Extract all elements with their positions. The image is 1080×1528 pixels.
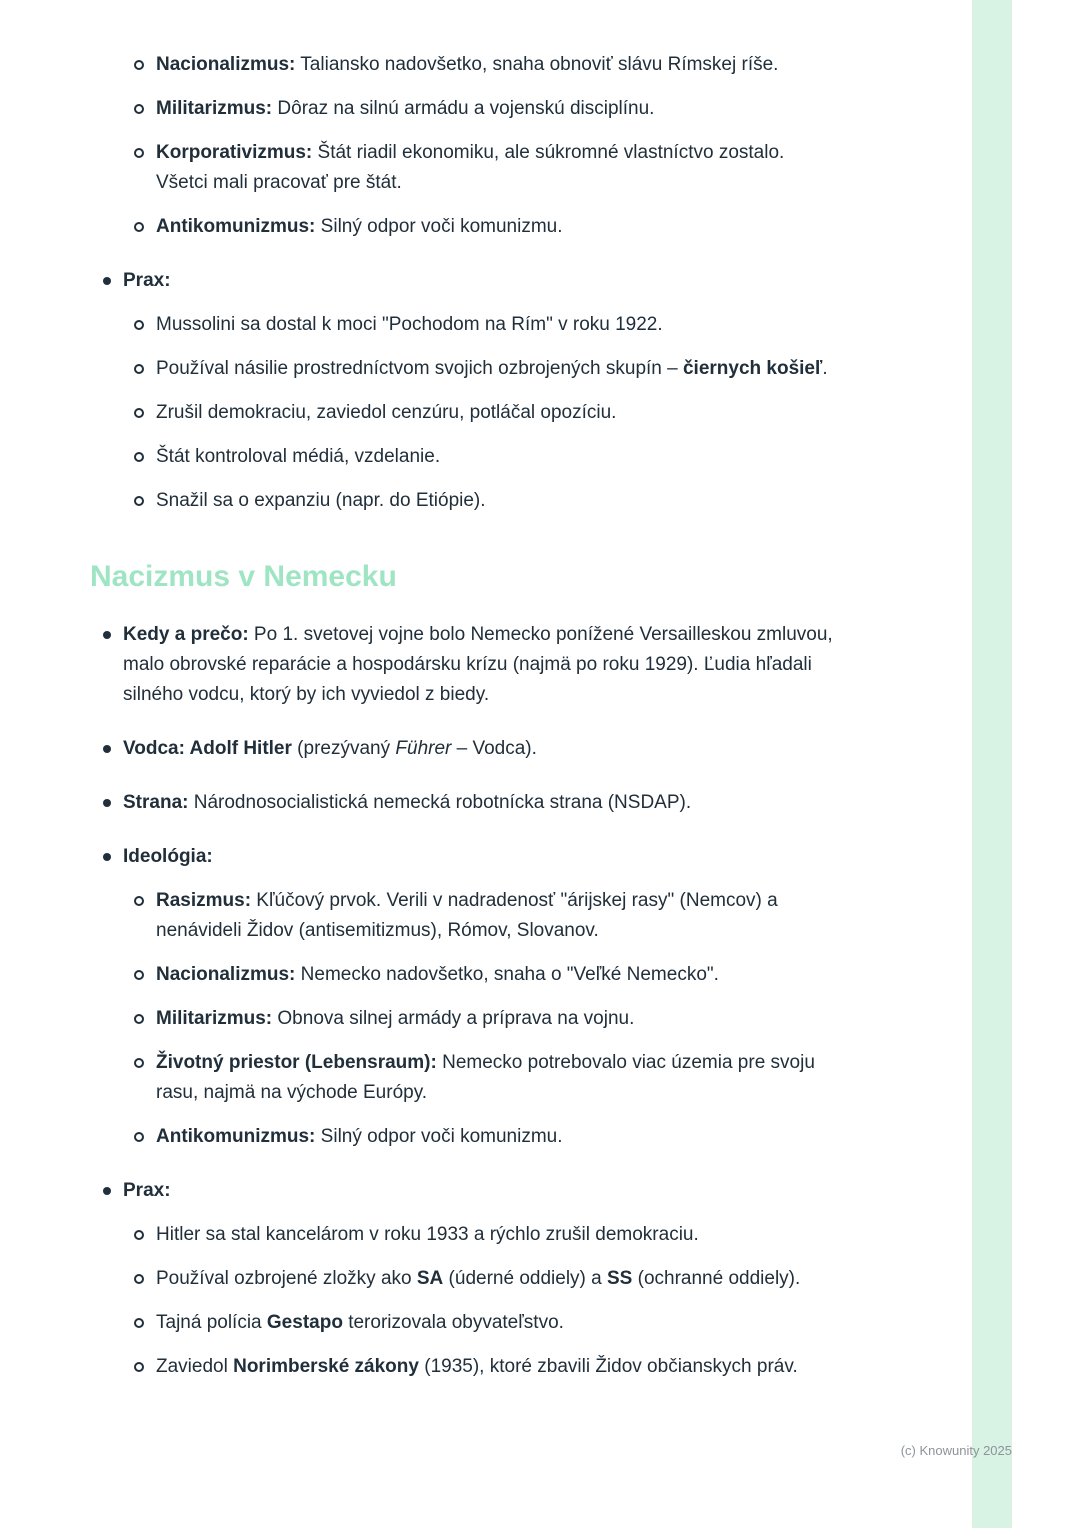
bold-text-run: Nacionalizmus: bbox=[156, 964, 296, 985]
text-run: – Vodca). bbox=[451, 738, 537, 759]
bold-text-run: Prax: bbox=[123, 270, 171, 291]
bullet-circle-icon bbox=[134, 452, 144, 462]
list-item-text bbox=[156, 402, 616, 423]
bold-text-run: Nacionalizmus: bbox=[156, 54, 296, 75]
text-run: Mussolini sa dostal k moci "Pochodom na Rím" v roku 1922. bbox=[156, 314, 663, 335]
bullet-circle-icon bbox=[134, 970, 144, 980]
bullet-circle-icon bbox=[134, 222, 144, 232]
text-run: Obnova silnej armády a príprava na vojnu. bbox=[272, 1008, 635, 1029]
list-item-text bbox=[123, 1180, 171, 1201]
text-run: terorizovala obyvateľstvo. bbox=[342, 1312, 564, 1333]
italic-text-run: Führer bbox=[395, 738, 452, 759]
text-run: Štát riadil ekonomiku, ale súkromné vlastníctvo zostalo. Všetci mali pracovať pre štát. bbox=[156, 142, 785, 193]
text-run: (1935), ktoré zbavili Židov občianskych práv. bbox=[418, 1356, 798, 1377]
list-item-level1 bbox=[90, 620, 838, 710]
text-run: Používal ozbrojené zložky ako bbox=[156, 1268, 417, 1289]
bold-text-run: Korporativizmus: bbox=[156, 142, 313, 163]
text-run: Nemecko nadovšetko, snaha o "Veľké Nemecko". bbox=[295, 964, 719, 985]
bullet-circle-icon bbox=[134, 1014, 144, 1024]
list-item-text bbox=[156, 142, 784, 193]
list-item-text bbox=[123, 846, 213, 867]
bullet-circle-icon bbox=[134, 364, 144, 374]
bullet-circle-icon bbox=[134, 1362, 144, 1372]
text-run: Štát kontroloval médiá, vzdelanie. bbox=[156, 446, 441, 467]
list-item-level2 bbox=[90, 398, 838, 428]
bullet-circle-icon bbox=[134, 1274, 144, 1284]
bullet-circle-icon bbox=[134, 148, 144, 158]
list-item-level2 bbox=[90, 94, 838, 124]
text-run: Hitler sa stal kancelárom v roku 1933 a rýchlo zrušil demokraciu. bbox=[156, 1224, 699, 1245]
list-item-text bbox=[156, 1268, 800, 1289]
text-run: Snažil sa o expanziu (napr. do Etiópie). bbox=[156, 490, 486, 511]
list-item-level1 bbox=[90, 734, 838, 764]
list-item-level2 bbox=[90, 1048, 838, 1108]
list-item-text bbox=[156, 1052, 815, 1103]
bullet-dot-icon bbox=[103, 277, 111, 285]
text-run: Nacizmus v Nemecku bbox=[90, 560, 397, 593]
right-accent-stripe bbox=[972, 0, 1012, 1528]
bold-text-run: Rasizmus: bbox=[156, 890, 252, 911]
bold-text-run: SS bbox=[607, 1268, 633, 1289]
text-run: Kľúčový prvok. Verili v nadradenosť "árijskej rasy" (Nemcov) a nenávideli Židov (antisemitizmus), Rómov, Slovanov. bbox=[156, 890, 778, 941]
bullet-circle-icon bbox=[134, 104, 144, 114]
list-item-level2 bbox=[90, 886, 838, 946]
text-run: (úderné oddiely) a bbox=[443, 1268, 607, 1289]
list-item-text bbox=[156, 358, 828, 379]
list-item-level1 bbox=[90, 788, 838, 818]
bullet-dot-icon bbox=[103, 799, 111, 807]
copyright-footer: (c) Knowunity 2025 bbox=[900, 1443, 1012, 1458]
list-item-level1 bbox=[90, 266, 838, 296]
list-item-text bbox=[156, 964, 719, 985]
text-run: Národnosocialistická nemecká robotnícka strana (NSDAP). bbox=[188, 792, 692, 813]
bold-text-run: Životný priestor (Lebensraum): bbox=[156, 1052, 437, 1073]
text-run: Taliansko nadovšetko, snaha obnoviť slávu Rímskej ríše. bbox=[295, 54, 779, 75]
list-item-text bbox=[156, 1008, 634, 1029]
bold-text-run: SA bbox=[416, 1268, 444, 1289]
list-item-text bbox=[123, 270, 171, 291]
list-item-level1 bbox=[90, 842, 838, 872]
list-item-level1 bbox=[90, 1176, 838, 1206]
text-run: Dôraz na silnú armádu a vojenskú disciplínu. bbox=[272, 98, 655, 119]
list-item-text bbox=[156, 446, 440, 467]
list-item-text bbox=[156, 314, 663, 335]
section-heading bbox=[90, 558, 838, 596]
bullet-dot-icon bbox=[103, 745, 111, 753]
bold-text-run: Militarizmus: bbox=[156, 98, 273, 119]
bullet-circle-icon bbox=[134, 896, 144, 906]
list-item-text bbox=[123, 624, 833, 705]
bullet-circle-icon bbox=[134, 408, 144, 418]
bullet-dot-icon bbox=[103, 1187, 111, 1195]
list-item-level2 bbox=[90, 354, 838, 384]
list-item-level2 bbox=[90, 486, 838, 516]
list-item-text bbox=[156, 54, 778, 75]
bold-text-run: Gestapo bbox=[266, 1312, 343, 1333]
list-item-text bbox=[156, 1356, 798, 1377]
text-run: Tajná polícia bbox=[156, 1312, 267, 1333]
bullet-circle-icon bbox=[134, 60, 144, 70]
list-item-text bbox=[123, 792, 691, 813]
bold-text-run: Kedy a prečo: bbox=[123, 624, 249, 645]
list-item-level2 bbox=[90, 50, 838, 80]
list-item-level2 bbox=[90, 1308, 838, 1338]
text-run: . bbox=[822, 358, 828, 379]
list-item-text bbox=[156, 490, 486, 511]
list-item-level2 bbox=[90, 1264, 838, 1294]
bullet-circle-icon bbox=[134, 320, 144, 330]
list-item-text bbox=[156, 216, 563, 237]
list-item-level2 bbox=[90, 1220, 838, 1250]
list-item-text bbox=[156, 98, 654, 119]
list-item-text bbox=[156, 1312, 564, 1333]
bullet-circle-icon bbox=[134, 1058, 144, 1068]
list-item-text bbox=[156, 1224, 699, 1245]
list-item-level2 bbox=[90, 960, 838, 990]
list-item-level2 bbox=[90, 212, 838, 242]
text-run: (prezývaný bbox=[291, 738, 396, 759]
bold-text-run: Prax: bbox=[123, 1180, 171, 1201]
bullet-circle-icon bbox=[134, 496, 144, 506]
text-run: Používal násilie prostredníctvom svojich ozbrojených skupín – bbox=[156, 358, 683, 379]
list-item-level2 bbox=[90, 138, 838, 198]
bold-text-run: Antikomunizmus: bbox=[156, 216, 316, 237]
list-item-text bbox=[90, 560, 397, 593]
bold-text-run: Militarizmus: bbox=[156, 1008, 273, 1029]
list-item-level2 bbox=[90, 1004, 838, 1034]
bold-text-run: čiernych košieľ bbox=[682, 358, 823, 379]
text-run: Nemecko potrebovalo viac územia pre svoju rasu, najmä na východe Európy. bbox=[156, 1052, 815, 1103]
bold-text-run: Norimberské zákony bbox=[233, 1356, 419, 1377]
text-run: Zaviedol bbox=[156, 1356, 234, 1377]
list-item-level2 bbox=[90, 1352, 838, 1382]
bold-text-run: Vodca: Adolf Hitler bbox=[123, 738, 292, 759]
bullet-circle-icon bbox=[134, 1318, 144, 1328]
bold-text-run: Ideológia: bbox=[123, 846, 213, 867]
list-item-level2 bbox=[90, 310, 838, 340]
bullet-dot-icon bbox=[103, 853, 111, 861]
text-run: Zrušil demokraciu, zaviedol cenzúru, potláčal opozíciu. bbox=[156, 402, 617, 423]
bullet-circle-icon bbox=[134, 1230, 144, 1240]
text-run: Silný odpor voči komunizmu. bbox=[315, 216, 563, 237]
text-run: Po 1. svetovej vojne bolo Nemecko ponížené Versailleskou zmluvou, malo obrovské reparácie a hospodársku krízu (najmä po roku 1929). Ľudia hľadali silného vodcu, ktorý by ich vyviedol z biedy. bbox=[123, 624, 833, 705]
list-item-level2 bbox=[90, 1122, 838, 1152]
document-content bbox=[90, 50, 838, 1396]
list-item-level2 bbox=[90, 442, 838, 472]
text-run: (ochranné oddiely). bbox=[632, 1268, 801, 1289]
bullet-circle-icon bbox=[134, 1132, 144, 1142]
list-item-text bbox=[156, 890, 778, 941]
bold-text-run: Antikomunizmus: bbox=[156, 1126, 316, 1147]
bold-text-run: Strana: bbox=[123, 792, 189, 813]
text-run: Silný odpor voči komunizmu. bbox=[315, 1126, 563, 1147]
list-item-text bbox=[156, 1126, 563, 1147]
list-item-text bbox=[123, 738, 537, 759]
bullet-dot-icon bbox=[103, 631, 111, 639]
